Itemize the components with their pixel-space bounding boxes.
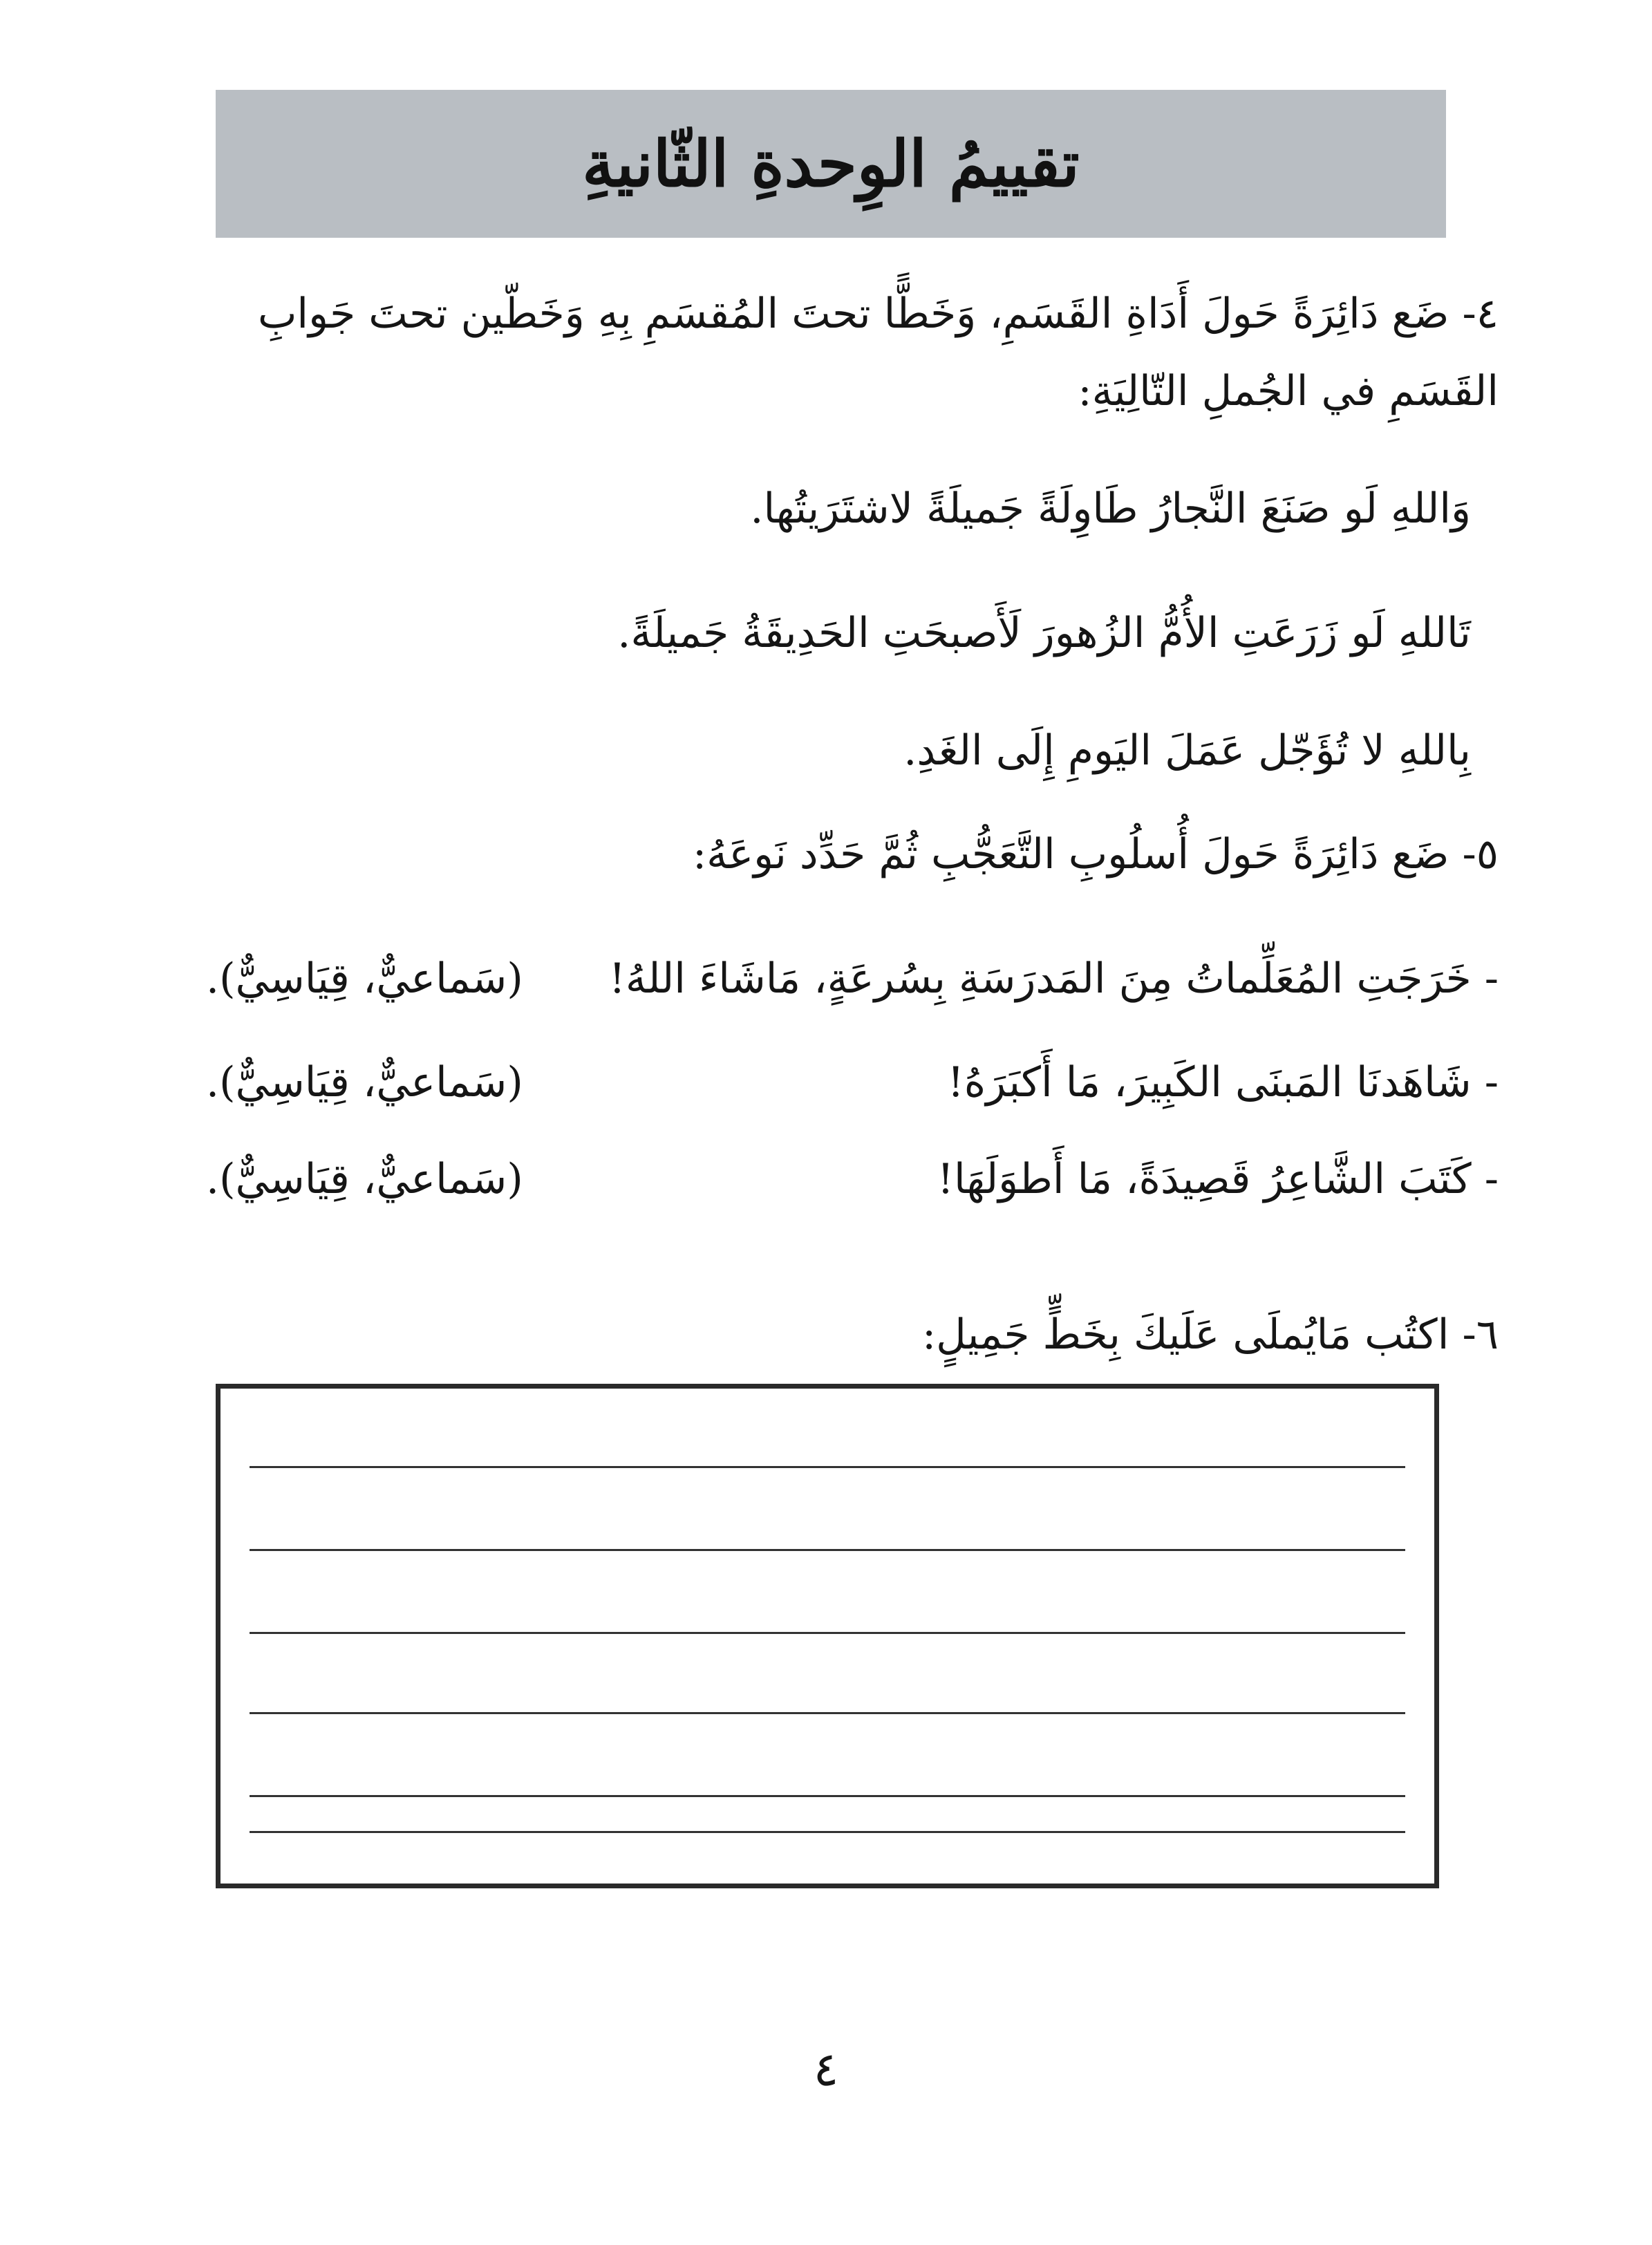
exclamation-type-options: (سَماعيٌّ، قِيَاسِيٌّ). — [206, 955, 523, 1003]
question-6-instruction: ٦- اكتُب مَايُملَى عَلَيكَ بِخَطٍّ جَمِيلٍ: — [921, 1311, 1499, 1359]
exclamation-sentence: - خَرَجَتِ المُعَلِّماتُ مِنَ المَدرَسَةِ بِسُرعَةٍ، مَاشَاءَ اللهُ! — [608, 955, 1499, 1003]
title-banner — [216, 90, 1446, 238]
writing-line[interactable] — [250, 1549, 1405, 1551]
writing-line[interactable] — [250, 1632, 1405, 1634]
oath-sentence-2: تَاللهِ لَو زَرَعَتِ الأُمُّ الزُهورَ لَأَصبحَتِ الحَدِيقَةُ جَميلَةً. — [617, 609, 1471, 657]
exclamation-sentence: - كَتَبَ الشَّاعِرُ قَصِيدَةً، مَا أَطوَلَهَا! — [937, 1155, 1499, 1203]
exclamation-item-2 — [206, 1058, 1499, 1107]
writing-line[interactable] — [250, 1831, 1405, 1833]
exclamation-type-options: (سَماعيٌّ، قِيَاسِيٌّ). — [206, 1058, 523, 1107]
exclamation-item-3 — [206, 1154, 1499, 1204]
oath-sentence-3: بِاللهِ لا تُؤَجّل عَمَلَ اليَومِ إِلَى الغَدِ. — [903, 726, 1471, 775]
oath-sentence-1: وَاللهِ لَو صَنَعَ النَّجارُ طَاوِلَةً جَميلَةً لاشتَرَيتُها. — [750, 485, 1471, 533]
exclamation-item-1 — [206, 954, 1499, 1004]
writing-line[interactable] — [250, 1466, 1405, 1468]
writing-line[interactable] — [250, 1712, 1405, 1714]
page-number: ٤ — [813, 2042, 839, 2097]
exclamation-type-options: (سَماعيٌّ، قِيَاسِيٌّ). — [206, 1155, 523, 1203]
writing-line[interactable] — [250, 1795, 1405, 1797]
dictation-writing-box[interactable] — [216, 1384, 1439, 1888]
exclamation-sentence: - شَاهَدنَا المَبنَى الكَبِيرَ، مَا أَكبَرَهُ! — [947, 1058, 1499, 1107]
question-4-instruction-line-2: القَسَمِ في الجُملِ التّالِيَةِ: — [1078, 367, 1499, 415]
page-title: تقييمُ الوِحدةِ الثّانيةِ — [582, 126, 1080, 201]
question-5-instruction: ٥- ضَع دَائِرَةً حَولَ أُسلُوبِ التَّعَجُّبِ ثُمَّ حَدِّد نَوعَهُ: — [692, 830, 1499, 879]
question-4-instruction-line-1: ٤- ضَع دَائِرَةً حَولَ أَدَاةِ القَسَمِ، وَخَطًّا تحتَ المُقسَمِ بِهِ وَخَطّين تحتَ جَوابِ — [257, 290, 1499, 338]
